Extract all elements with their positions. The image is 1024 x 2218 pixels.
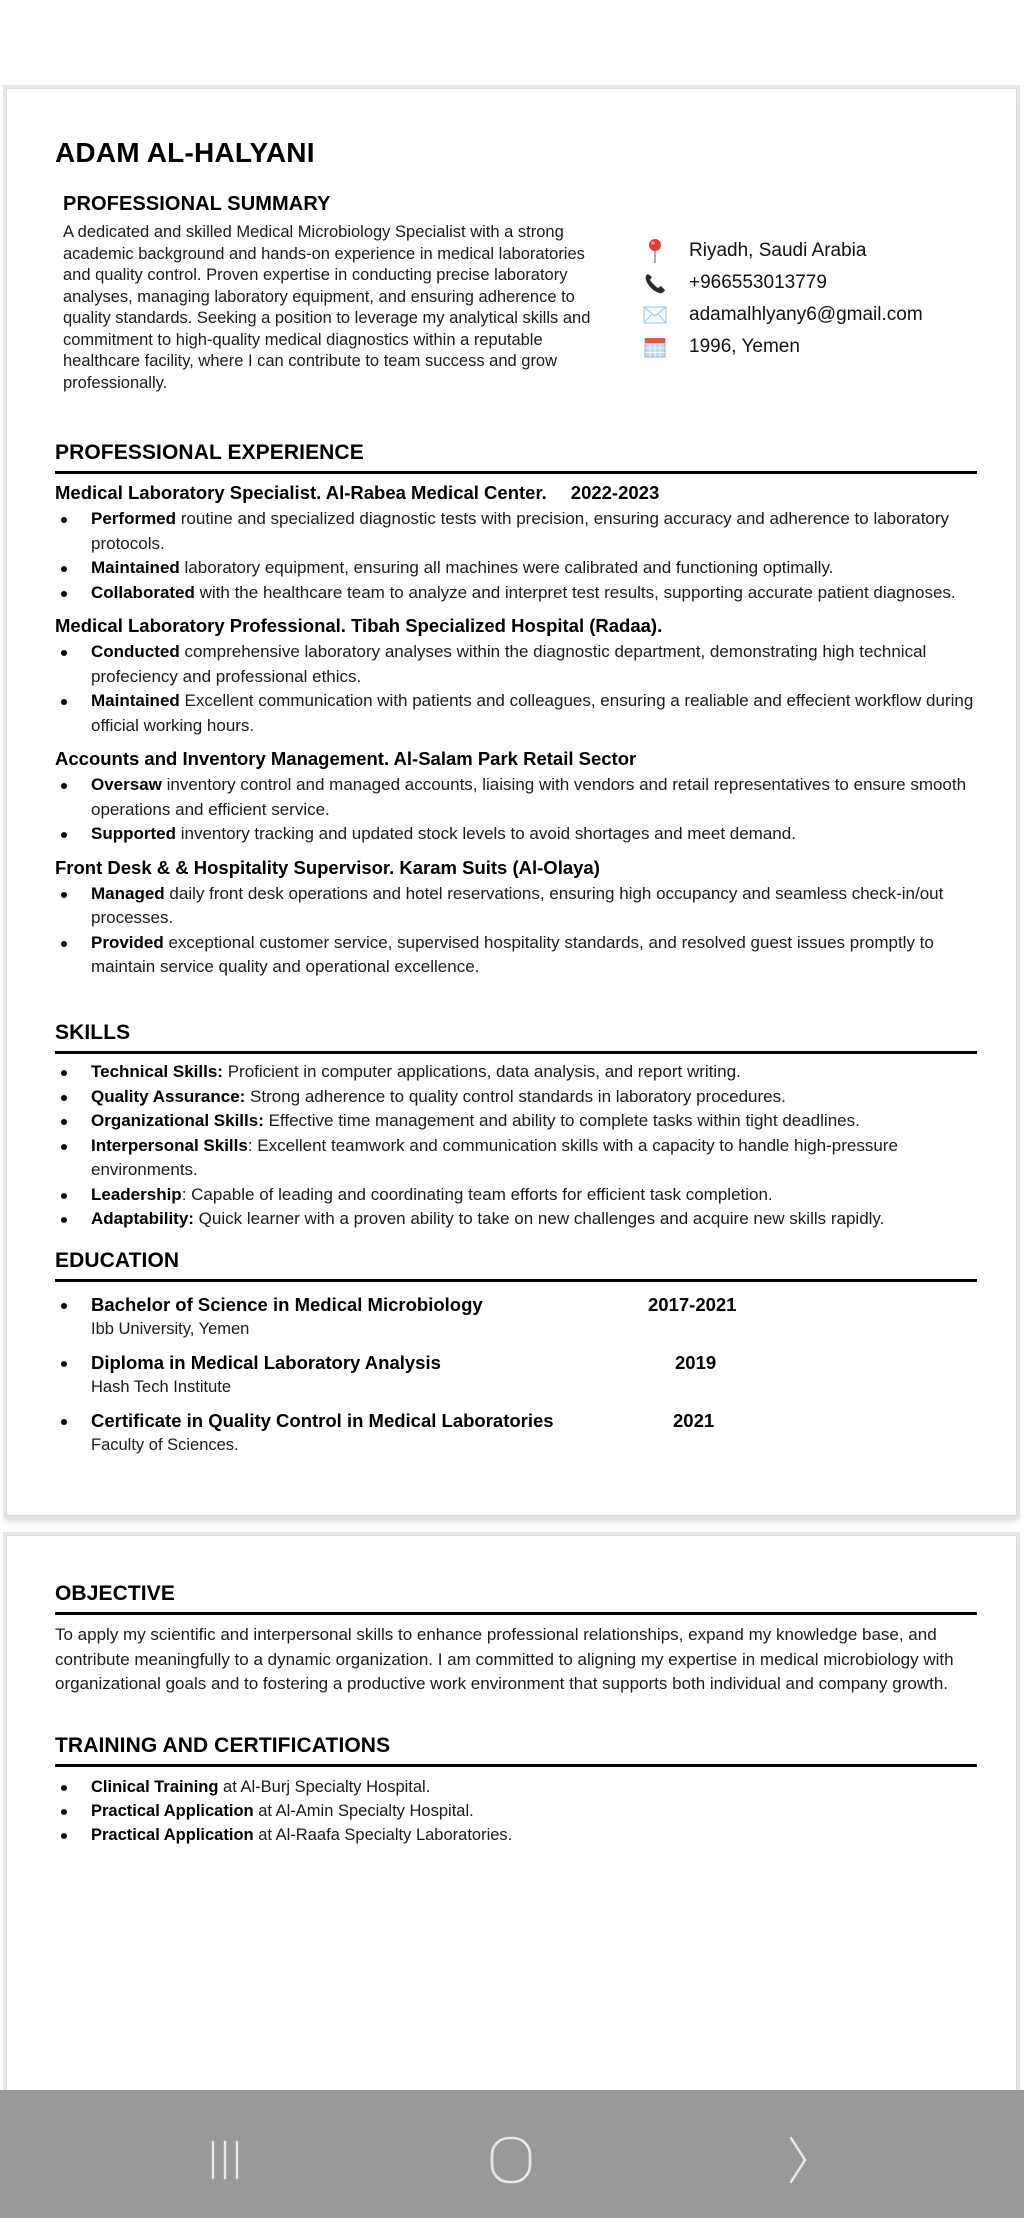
summary-text: A dedicated and skilled Medical Microbiology Specialist with a strong academic background and hands-on experience in medical laboratories and quality control. Proven expertise in conducting precise laboratory analyses, managing laboratory equipment, and ensuring adherence to quality standards. Seeking a position to leverage my analytical skills and commitment to high-quality medical diagnostics within a reputable healthcare facility, where I can contribute to team success and grow professionally. [63,223,591,392]
contact-location-text: Riyadh, Saudi Arabia [689,240,867,261]
skills-section [55,1021,975,1232]
list-item: Organizational Skills: Effective time management and ability to complete tasks within tight deadlines. [55,1109,975,1134]
back-chevron-icon [777,2136,821,2184]
contact-info [641,235,923,363]
back-button[interactable] [764,2130,834,2190]
section-divider [55,1764,977,1767]
list-item: Performed routine and specialized diagnostic tests with precision, ensuring accuracy and adherence to laboratory protocols. [55,507,975,556]
list-item: Supported inventory tracking and updated stock levels to avoid shortages and meet demand. [55,822,975,847]
experience-section [55,441,975,980]
education-item [55,1292,975,1340]
contact-birth [641,331,923,363]
institution: Hash Tech Institute [91,1378,232,1396]
section-divider [55,1051,977,1054]
list-item: Interpersonal Skills: Excellent teamwork and communication skills with a capacity to handle high-pressure environments. [55,1134,915,1183]
degree-year: 2017-2021 [648,1294,737,1315]
list-item: Leadership: Capable of leading and coordinating team efforts for efficient task completion. [55,1183,975,1208]
degree: Bachelor of Science in Medical Microbiology [91,1294,483,1315]
list-item: Quality Assurance: Strong adherence to quality control standards in laboratory procedures. [55,1085,975,1110]
training-section [55,1734,975,1847]
professional-summary [63,193,593,394]
job-title-text: Medical Laboratory Specialist. Al-Rabea Medical Center. [55,482,547,503]
section-divider [55,471,977,474]
job-bullets [55,640,975,738]
objective-section [55,1582,975,1697]
list-item: Practical Application at Al-Amin Specialty Hospital. [55,1799,975,1823]
home-button[interactable] [476,2130,546,2190]
contact-phone-text[interactable]: +966553013779 [689,272,827,293]
institution: Ibb University, Yemen [91,1320,250,1338]
list-item: Maintained laboratory equipment, ensuring all machines were calibrated and functioning optimally. [55,556,975,581]
contact-location [641,235,923,267]
degree: Diploma in Medical Laboratory Analysis [91,1352,441,1373]
section-divider [55,1279,977,1282]
institution: Faculty of Sciences. [91,1436,239,1454]
summary-title: PROFESSIONAL SUMMARY [63,193,331,215]
resume-page-2 [6,1535,1017,2135]
job-title-text: Medical Laboratory Professional. Tibah Specialized Hospital (Radaa). [55,615,663,636]
training-list [55,1775,975,1847]
section-divider [55,1612,977,1615]
list-item: Managed daily front desk operations and hotel reservations, ensuring high occupancy and seamless check-in/out processes. [55,882,975,931]
list-item: Clinical Training at Al-Burj Specialty Hospital. [55,1775,975,1799]
job-bullets [55,882,975,980]
list-item: Maintained Excellent communication with patients and colleagues, ensuring a realiable and effecient workflow during official working hours. [55,689,975,738]
contact-email [641,299,923,331]
list-item: Collaborated with the healthcare team to analyze and interpret test results, supporting accurate patient diagnoses. [55,581,975,606]
job-title [55,748,975,770]
job-title-text: Front Desk & & Hospitality Supervisor. Karam Suits (Al-Olaya) [55,856,600,878]
job-title [55,615,975,637]
job-bullets [55,507,975,605]
skills-title: SKILLS [55,1021,131,1044]
degree: Certificate in Quality Control in Medical Laboratories [91,1410,554,1431]
list-item: Technical Skills: Proficient in computer applications, data analysis, and report writing. [55,1060,975,1085]
education-item [55,1408,975,1456]
list-item: Adaptability: Quick learner with a proven ability to take on new challenges and acquire new skills rapidly. [55,1207,975,1232]
degree-year: 2021 [673,1410,715,1431]
job-dates: 2022-2023 [570,482,660,503]
skills-list [55,1060,975,1232]
contact-phone [641,267,923,299]
list-item: Oversaw inventory control and managed accounts, liaising with vendors and retail representatives to ensure smooth operations and efficient service. [55,773,975,822]
contact-birth-text: 1996, Yemen [689,336,800,357]
resume-page-1 [6,88,1017,1516]
objective-text: To apply my scientific and interpersonal skills to enhance professional relationships, expand my knowledge base, and contribute meaningfully to a dynamic organization. I am committed to aligning my expertise in medical microbiology with organizational goals and to fostering a productive work environment that supports both individual and company growth. [55,1625,954,1693]
degree-year: 2019 [675,1352,717,1373]
list-item: Conducted comprehensive laboratory analyses within the diagnostic department, demonstrating high technical profeciency and professional ethics. [55,640,975,689]
training-title: TRAINING AND CERTIFICATIONS [55,1734,391,1757]
recent-apps-button[interactable] [190,2130,260,2190]
experience-title: PROFESSIONAL EXPERIENCE [55,441,364,464]
job-bullets [55,773,975,847]
job-title [55,857,975,879]
envelope-icon [641,303,669,327]
list-item: Provided exceptional customer service, supervised hospitality standards, and resolved guest issues promptly to maintain service quality and operational excellence. [55,931,975,980]
contact-email-text[interactable]: adamalhlyany6@gmail.com [689,304,923,325]
job-title-text: Accounts and Inventory Management. Al-Salam Park Retail Sector [55,748,637,769]
list-item: Practical Application at Al-Raafa Specialty Laboratories. [55,1823,975,1847]
calendar-icon [641,335,669,359]
phone-icon [641,271,669,295]
education-section [55,1249,975,1456]
job-title [55,482,975,504]
education-title: EDUCATION [55,1249,180,1272]
objective-title: OBJECTIVE [55,1582,175,1605]
recent-apps-icon [203,2138,247,2182]
education-item [55,1350,975,1398]
map-pin-icon [641,239,669,263]
candidate-name: ADAM AL-HALYANI [55,137,315,168]
system-navigation-bar [0,2090,1024,2218]
home-icon [486,2135,536,2185]
